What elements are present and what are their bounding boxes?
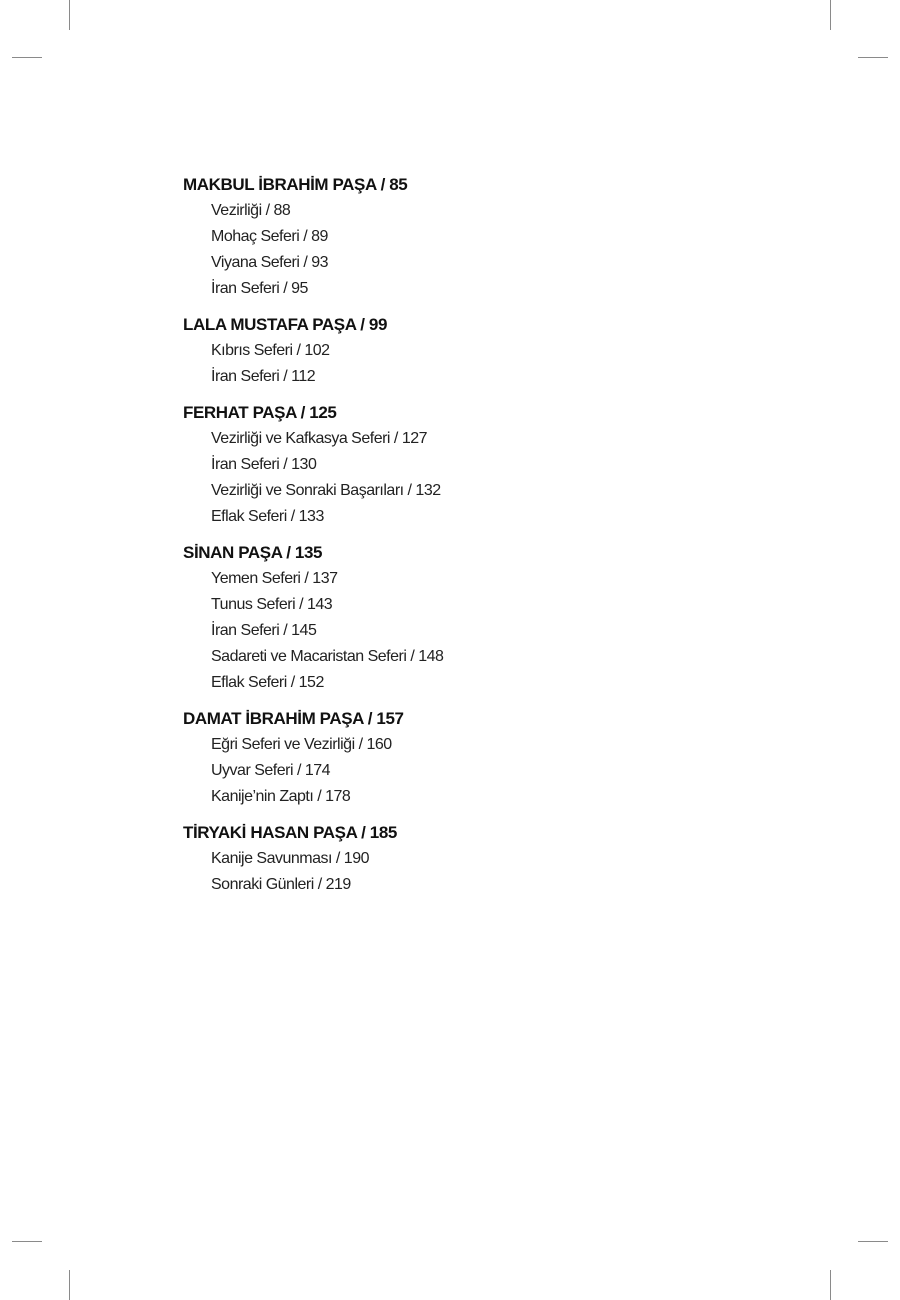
toc-entry: İran Seferi / 145	[211, 622, 317, 639]
toc-entry: Sadareti ve Macaristan Seferi / 148	[211, 648, 444, 665]
crop-mark	[69, 0, 70, 30]
crop-mark	[830, 1270, 831, 1300]
section-title: TİRYAKİ HASAN PAŞA / 185	[183, 823, 397, 842]
toc-entry: Vezirliği / 88	[211, 202, 291, 219]
section-entries	[183, 338, 743, 390]
toc-section	[183, 706, 743, 810]
section-title: FERHAT PAŞA / 125	[183, 403, 337, 422]
section-title: MAKBUL İBRAHİM PAŞA / 85	[183, 175, 408, 194]
toc-entry: Uyvar Seferi / 174	[211, 762, 331, 779]
toc-entry: Vezirliği ve Sonraki Başarıları / 132	[211, 482, 441, 499]
toc-entry: Eflak Seferi / 133	[211, 508, 324, 525]
section-title: LALA MUSTAFA PAŞA / 99	[183, 315, 388, 334]
crop-mark	[69, 1270, 70, 1300]
toc-entry: İran Seferi / 130	[211, 456, 317, 473]
section-title: SİNAN PAŞA / 135	[183, 543, 323, 562]
toc-entry: Kıbrıs Seferi / 102	[211, 342, 330, 359]
crop-mark	[830, 0, 831, 30]
crop-mark	[858, 57, 888, 58]
section-entries	[183, 426, 743, 530]
toc-entry: Kanije’nin Zaptı / 178	[211, 788, 351, 805]
toc-section	[183, 312, 743, 390]
toc-section	[183, 820, 743, 898]
section-entries	[183, 732, 743, 810]
table-of-contents	[183, 172, 743, 908]
crop-mark	[858, 1241, 888, 1242]
section-entries	[183, 198, 743, 302]
toc-entry: Kanije Savunması / 190	[211, 850, 369, 867]
toc-entry: Eflak Seferi / 152	[211, 674, 324, 691]
toc-entry: İran Seferi / 112	[211, 368, 316, 385]
section-entries	[183, 566, 743, 696]
crop-mark	[12, 1241, 42, 1242]
toc-entry: Sonraki Günleri / 219	[211, 876, 351, 893]
toc-section	[183, 172, 743, 302]
crop-mark	[12, 57, 42, 58]
section-entries	[183, 846, 743, 898]
toc-section	[183, 540, 743, 696]
toc-entry: Mohaç Seferi / 89	[211, 228, 328, 245]
toc-entry: Yemen Seferi / 137	[211, 570, 338, 587]
section-title: DAMAT İBRAHİM PAŞA / 157	[183, 709, 404, 728]
toc-entry: Tunus Seferi / 143	[211, 596, 333, 613]
toc-section	[183, 400, 743, 530]
toc-entry: Vezirliği ve Kafkasya Seferi / 127	[211, 430, 428, 447]
toc-entry: İran Seferi / 95	[211, 280, 308, 297]
toc-entry: Eğri Seferi ve Vezirliği / 160	[211, 736, 392, 753]
toc-entry: Viyana Seferi / 93	[211, 254, 329, 271]
